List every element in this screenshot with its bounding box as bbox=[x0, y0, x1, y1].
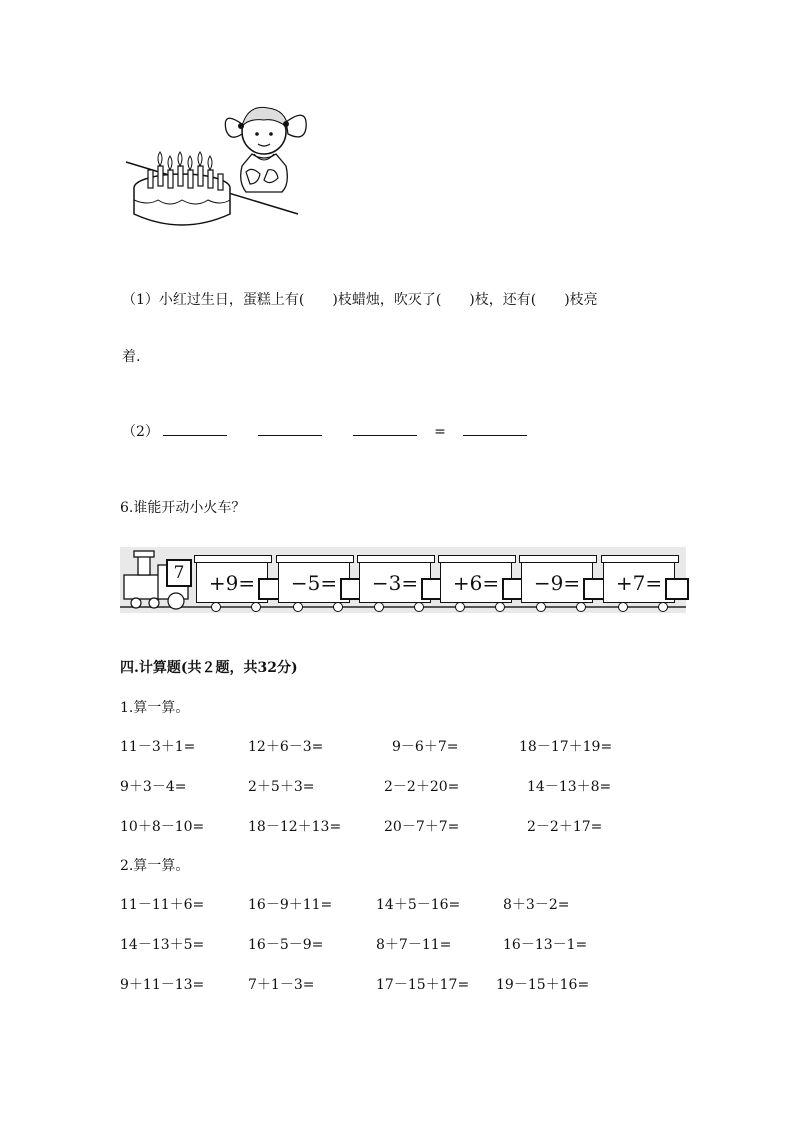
answer-blank-4[interactable] bbox=[463, 421, 527, 436]
math-expression: 9＋11－13= bbox=[120, 977, 205, 993]
train-car-roof bbox=[519, 555, 597, 563]
train-wheel bbox=[293, 602, 303, 612]
math-expression: 14＋5－16= bbox=[376, 897, 461, 913]
math-expression: 2＋5＋3= bbox=[248, 779, 315, 795]
math-expression: 18－17＋19= bbox=[519, 739, 613, 755]
train-car-expression: −9= bbox=[533, 571, 581, 595]
math-expression: 14－13＋8= bbox=[527, 779, 612, 795]
start-number-box: 7 bbox=[166, 559, 192, 587]
math-expression: 16－9＋11= bbox=[248, 897, 333, 913]
math-expression: 19－15＋16= bbox=[496, 977, 590, 993]
train-wheel bbox=[251, 602, 261, 612]
math-expression: 2－2＋20= bbox=[384, 779, 460, 795]
train-wheel bbox=[455, 602, 465, 612]
train-car-expression: +6= bbox=[452, 571, 500, 595]
math-expression: 8＋7－11= bbox=[376, 937, 452, 953]
math-expression: 16－13－1= bbox=[503, 937, 588, 953]
calc1-title: 1.算一算。 bbox=[120, 700, 190, 716]
math-expression: 20－7＋7= bbox=[384, 819, 460, 835]
train-wheel bbox=[374, 602, 384, 612]
q2-label: （2） bbox=[122, 424, 159, 440]
train-car-expression: +9= bbox=[208, 571, 256, 595]
train-car-roof bbox=[194, 555, 272, 563]
math-expression: 17－15＋17= bbox=[376, 977, 470, 993]
q2-equation-row bbox=[122, 421, 527, 441]
train-wheel bbox=[536, 602, 546, 612]
train-car-expression: +7= bbox=[615, 571, 663, 595]
equals-sign: = bbox=[434, 424, 446, 440]
math-expression: 14－13＋5= bbox=[120, 937, 205, 953]
train-wheel bbox=[414, 602, 424, 612]
math-expression: 16－5－9= bbox=[248, 937, 324, 953]
math-expression: 10＋8－10= bbox=[120, 819, 205, 835]
answer-blank-2[interactable] bbox=[258, 421, 322, 436]
train-car-expression: −5= bbox=[290, 571, 338, 595]
birthday-girl-cake-illustration bbox=[118, 96, 324, 246]
train-wheel bbox=[618, 602, 628, 612]
train-answer-box[interactable] bbox=[665, 578, 689, 600]
train-illustration bbox=[120, 547, 686, 613]
train-car-expression: −3= bbox=[371, 571, 419, 595]
math-expression: 9－6＋7= bbox=[392, 739, 459, 755]
math-expression: 9＋3－4= bbox=[120, 779, 187, 795]
calc2-title: 2.算一算。 bbox=[120, 858, 190, 874]
q1-question-line2: 着. bbox=[122, 349, 141, 365]
answer-blank-3[interactable] bbox=[353, 421, 417, 436]
math-expression: 18－12＋13= bbox=[248, 819, 342, 835]
train-car-roof bbox=[601, 555, 679, 563]
math-expression: 11－3＋1= bbox=[120, 739, 196, 755]
math-expression: 8＋3－2= bbox=[503, 897, 570, 913]
q1-question-line1: （1）小红过生日，蛋糕上有( )枝蜡烛，吹灭了( )枝，还有( )枝亮 bbox=[122, 292, 598, 308]
train-car-roof bbox=[276, 555, 354, 563]
math-expression: 2－2＋17= bbox=[527, 819, 603, 835]
section4-heading: 四.计算题(共２题，共32分) bbox=[120, 660, 298, 676]
math-expression: 11－11＋6= bbox=[120, 897, 205, 913]
math-expression: 7＋1－3= bbox=[248, 977, 315, 993]
train-wheel bbox=[495, 602, 505, 612]
train-wheel bbox=[211, 602, 221, 612]
q6-title: 6.谁能开动小火车？ bbox=[120, 500, 246, 516]
train-car-roof bbox=[438, 555, 516, 563]
train-wheel bbox=[576, 602, 586, 612]
train-wheel bbox=[333, 602, 343, 612]
train-wheel bbox=[658, 602, 668, 612]
answer-blank-1[interactable] bbox=[163, 421, 227, 436]
math-expression: 12＋6－3= bbox=[248, 739, 324, 755]
train-car-roof bbox=[357, 555, 435, 563]
